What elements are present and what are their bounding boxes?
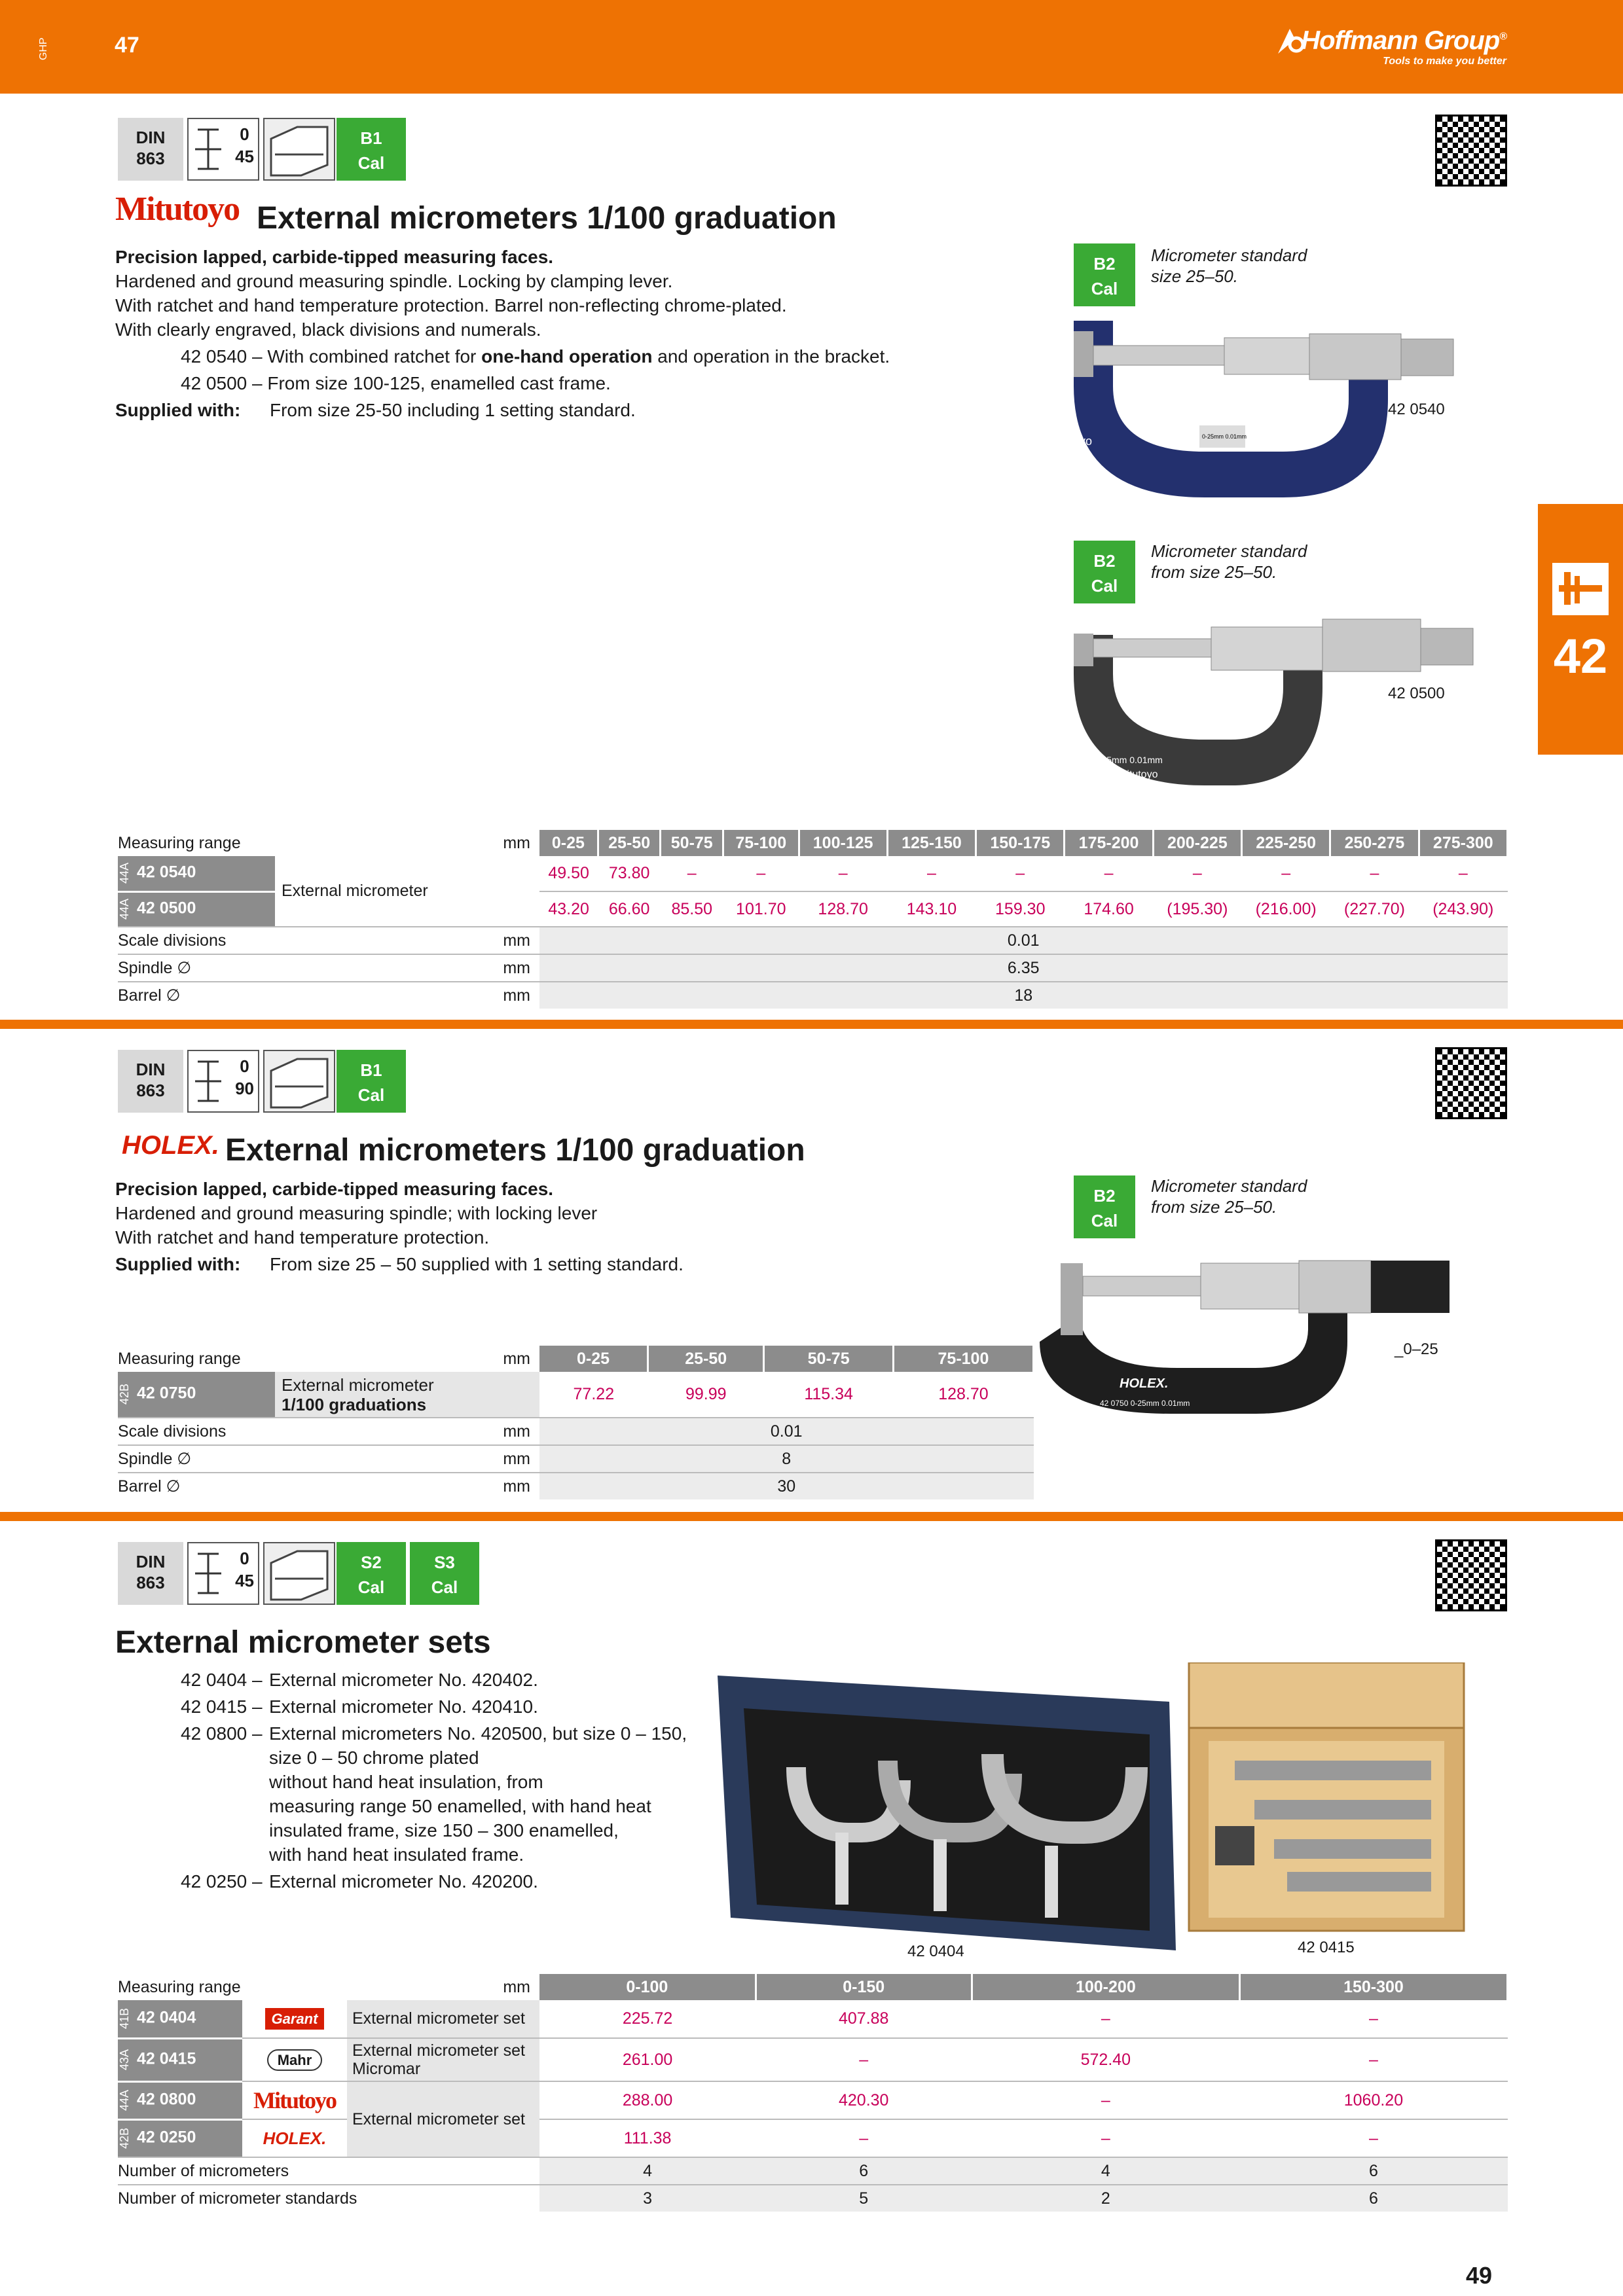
article-cell[interactable] bbox=[118, 2000, 242, 2038]
section2-description bbox=[115, 1177, 1032, 1276]
spec-value: 0.01 bbox=[539, 927, 1508, 954]
price-cell: 128.70 bbox=[818, 899, 868, 918]
price-cell: – bbox=[1281, 864, 1291, 882]
catalog-code: 41B bbox=[118, 2008, 131, 2030]
range-header: 50-75 bbox=[764, 1346, 894, 1372]
article-number[interactable]: 42 0250 bbox=[137, 2128, 196, 2147]
price-cell: – bbox=[1104, 864, 1114, 882]
price-cell: – bbox=[838, 864, 848, 882]
cal-badge-label: Cal bbox=[357, 1577, 385, 1597]
section1-line: With clearly engraved, black divisions and numerals. bbox=[115, 319, 541, 340]
catalog-code: 44A bbox=[118, 2089, 131, 2111]
pic3-article: _0–25 bbox=[1395, 1340, 1438, 1358]
section2-line: With ratchet and hand temperature protection. bbox=[115, 1227, 490, 1247]
spec-value: 3 bbox=[539, 2185, 756, 2212]
cal-badge-code: S2 bbox=[361, 1552, 382, 1572]
table-row[interactable] bbox=[118, 2038, 1508, 2081]
price-cell: (216.00) bbox=[1255, 899, 1317, 918]
spec-value: 4 bbox=[539, 2157, 756, 2185]
supplied-text: From size 25-50 including 1 setting standard. bbox=[270, 400, 636, 420]
article-number[interactable]: 42 0540 bbox=[137, 863, 196, 882]
pic2-article: 42 0500 bbox=[1388, 685, 1445, 702]
brand-cell bbox=[242, 2119, 347, 2157]
section2-title: External micrometers 1/100 graduation bbox=[225, 1133, 805, 1168]
range-header: 75-100 bbox=[723, 830, 799, 856]
table-row[interactable] bbox=[118, 2081, 1508, 2119]
pic1-note bbox=[1151, 245, 1307, 287]
price-cell: – bbox=[1368, 2009, 1378, 2028]
frame-label: 0-25mm 0.01mm bbox=[1093, 755, 1163, 765]
catalog-code: 43A bbox=[118, 2049, 131, 2071]
note-line: from size 25–50. bbox=[1151, 1197, 1277, 1217]
price-cell: 420.30 bbox=[839, 2090, 889, 2109]
frame-brand: Mitutoyo bbox=[1118, 769, 1158, 780]
section-divider bbox=[0, 1512, 1623, 1521]
section1-lead: Precision lapped, carbide-tipped measuring faces. bbox=[115, 247, 554, 267]
brand-holex: HOLEX. bbox=[122, 1131, 219, 1160]
cal-badge-label: Cal bbox=[357, 1085, 385, 1105]
din-number: 863 bbox=[136, 149, 165, 168]
note-line: Micrometer standard bbox=[1151, 541, 1307, 561]
chapter-tab[interactable] bbox=[1538, 504, 1623, 755]
catalog-code: 42B bbox=[118, 1384, 131, 1405]
brand-mitutoyo: Mitutoyo bbox=[253, 2087, 336, 2113]
cal-badge-label: Cal bbox=[431, 1577, 458, 1597]
cal-badge-code: B2 bbox=[1093, 551, 1116, 571]
range-header: 225-250 bbox=[1242, 830, 1330, 856]
cal-badge-b2 bbox=[1074, 243, 1135, 306]
price-cell: 85.50 bbox=[671, 899, 713, 918]
table-row[interactable] bbox=[118, 856, 1508, 891]
item-text: With combined ratchet for bbox=[267, 346, 482, 367]
spec-value: 18 bbox=[539, 982, 1508, 1009]
chapter-number: 42 bbox=[1553, 629, 1608, 683]
frame-label: 0-25mm 0.01mm bbox=[1202, 433, 1247, 440]
range-unit: mm bbox=[503, 833, 530, 852]
price-cell: – bbox=[1368, 2050, 1378, 2069]
side-code: GHP bbox=[38, 37, 49, 60]
range-unit: mm bbox=[503, 1977, 530, 1996]
item-text: and operation in the bracket. bbox=[652, 346, 890, 367]
section1-line: With ratchet and hand temperature protection. Barrel non-reflecting chrome-plated. bbox=[115, 295, 787, 315]
product-desc: External micrometer set bbox=[347, 2081, 539, 2157]
range-unit: mm bbox=[503, 1349, 530, 1368]
cal-badge-label: Cal bbox=[1091, 279, 1118, 298]
section2-lead: Precision lapped, carbide-tipped measuring faces. bbox=[115, 1179, 554, 1199]
din-number: 863 bbox=[136, 1081, 165, 1100]
angle-icon-3 bbox=[187, 1542, 259, 1605]
article-number[interactable]: 42 0500 bbox=[137, 899, 196, 918]
page-number-right: 49 bbox=[1465, 2262, 1492, 2289]
section1-title: External micrometers 1/100 graduation bbox=[257, 201, 837, 236]
angle-value-bottom: 45 bbox=[235, 147, 254, 166]
price-cell: – bbox=[1101, 2090, 1110, 2109]
anvil-icon bbox=[192, 126, 225, 173]
brand-cell bbox=[242, 2081, 347, 2119]
spec-unit: mm bbox=[503, 1449, 530, 1468]
desc-line: External micrometer set bbox=[352, 2041, 525, 2060]
case-icon-1 bbox=[263, 118, 335, 181]
range-header: 175-200 bbox=[1065, 830, 1153, 856]
price-cell: – bbox=[1368, 2128, 1378, 2147]
desc-line: Micromar bbox=[352, 2060, 421, 2078]
table-row[interactable] bbox=[118, 2000, 1508, 2038]
price-cell: 143.10 bbox=[906, 899, 957, 918]
spec-value: 6.35 bbox=[539, 954, 1508, 982]
logo-tagline: Tools to make you better bbox=[1383, 56, 1506, 67]
product-desc bbox=[347, 2038, 539, 2081]
cal-badge-b1 bbox=[337, 1050, 406, 1113]
price-cell: 73.80 bbox=[608, 864, 650, 882]
brand-garant: Garant bbox=[265, 2008, 325, 2030]
catalog-code: 42B bbox=[118, 2128, 131, 2149]
range-header: 150-300 bbox=[1239, 1974, 1507, 2000]
page-number-left: 47 bbox=[115, 33, 139, 58]
micrometer-420500-image bbox=[1034, 596, 1506, 812]
cal-badge-b1 bbox=[337, 118, 406, 181]
article-number[interactable]: 42 0404 bbox=[137, 2008, 196, 2027]
price-table-3 bbox=[118, 1974, 1508, 2212]
article-cell[interactable] bbox=[118, 2119, 242, 2157]
angle-value-top: 0 bbox=[240, 1056, 249, 1076]
spec-value: 4 bbox=[972, 2157, 1239, 2185]
spec-label: Spindle ∅ bbox=[118, 959, 192, 977]
spec-unit: mm bbox=[503, 931, 530, 950]
angle-icon-1 bbox=[187, 118, 259, 181]
price-cell: 174.60 bbox=[1084, 899, 1134, 918]
spec-label: Barrel ∅ bbox=[118, 986, 181, 1005]
cal-badge-code: S3 bbox=[434, 1552, 455, 1572]
range-header: 250-275 bbox=[1330, 830, 1419, 856]
spec-value: 6 bbox=[756, 2157, 972, 2185]
angle-value-bottom: 90 bbox=[235, 1079, 254, 1098]
range-header: 275-300 bbox=[1419, 830, 1507, 856]
spec-row bbox=[118, 2185, 1508, 2212]
cal-badge-b2 bbox=[1074, 1175, 1135, 1238]
anvil-icon bbox=[192, 1058, 225, 1105]
note-line: Micrometer standard bbox=[1151, 245, 1307, 265]
article-cell[interactable] bbox=[118, 856, 275, 891]
spec-unit: mm bbox=[503, 986, 530, 1005]
price-cell: 77.22 bbox=[573, 1385, 615, 1403]
cal-badge-code: B2 bbox=[1093, 254, 1116, 274]
price-cell: 111.38 bbox=[623, 2128, 672, 2147]
micrometer-case-icon bbox=[264, 119, 334, 179]
item-text: External micrometer No. 420410. bbox=[269, 1696, 538, 1717]
din-number: 863 bbox=[136, 1573, 165, 1592]
cal-badge-code: B1 bbox=[360, 1060, 382, 1080]
price-cell: – bbox=[687, 864, 697, 882]
frame-brand: HOLEX. bbox=[1120, 1376, 1169, 1391]
spec-label: Scale divisions bbox=[118, 931, 227, 950]
set-image-2-article: 42 0415 bbox=[1298, 1939, 1355, 1956]
price-cell: – bbox=[859, 2050, 869, 2069]
spec-unit: mm bbox=[503, 958, 530, 977]
spec-value: 5 bbox=[756, 2185, 972, 2212]
note-line: Micrometer standard bbox=[1151, 1176, 1307, 1196]
range-header: 100-200 bbox=[972, 1974, 1239, 2000]
item-text: From size 100-125, enamelled cast frame. bbox=[267, 373, 611, 393]
price-cell: – bbox=[1101, 2128, 1110, 2147]
pic3-note bbox=[1151, 1175, 1307, 1217]
set-image-1-article: 42 0404 bbox=[907, 1943, 964, 1960]
cal-badge-code: B2 bbox=[1093, 1186, 1116, 1206]
spec-value: 6 bbox=[1239, 2185, 1507, 2212]
section2-line: Hardened and ground measuring spindle; with locking lever bbox=[115, 1203, 598, 1223]
product-desc: External micrometer set bbox=[347, 2000, 539, 2038]
range-label: Measuring range bbox=[118, 1349, 241, 1368]
brand-cell bbox=[242, 2038, 347, 2081]
micrometer-case-icon bbox=[264, 1051, 334, 1111]
item-code: 42 0250 – bbox=[181, 1871, 263, 1892]
spec-row bbox=[118, 982, 1508, 1009]
spec-row bbox=[118, 2157, 1508, 2185]
section1-line: Hardened and ground measuring spindle. Locking by clamping lever. bbox=[115, 271, 673, 291]
item-text: External micrometers No. 420500, but size 0 – 150, bbox=[269, 1723, 687, 1744]
caliper-icon bbox=[1552, 563, 1609, 615]
price-table-2 bbox=[118, 1346, 1034, 1499]
spec-row bbox=[118, 954, 1508, 982]
supplied-text: From size 25 – 50 supplied with 1 setting standard. bbox=[270, 1254, 684, 1274]
desc-line: External micrometer bbox=[282, 1374, 434, 1395]
section-divider bbox=[0, 1020, 1623, 1029]
brand-mahr: Mahr bbox=[267, 2049, 323, 2071]
price-cell: – bbox=[756, 864, 766, 882]
price-table-1 bbox=[118, 830, 1508, 1009]
logo-reg: ® bbox=[1499, 31, 1506, 43]
range-header: 75-100 bbox=[893, 1346, 1033, 1372]
spec-label: Scale divisions bbox=[118, 1422, 227, 1441]
supplied-label: Supplied with: bbox=[115, 400, 241, 420]
catalog-code: 44A bbox=[118, 863, 131, 884]
range-label: Measuring range bbox=[118, 833, 241, 852]
section1-description bbox=[115, 245, 1032, 422]
price-cell: – bbox=[1192, 864, 1202, 882]
catalog-code: 44A bbox=[118, 899, 131, 920]
spec-row bbox=[118, 927, 1508, 954]
spec-value: 2 bbox=[972, 2185, 1239, 2212]
item-code: 42 0404 – bbox=[181, 1670, 263, 1690]
range-header: 0-150 bbox=[756, 1974, 972, 2000]
supplied-label: Supplied with: bbox=[115, 1254, 241, 1274]
spec-row bbox=[118, 1418, 1034, 1445]
hoffmann-logo[interactable] bbox=[1301, 26, 1506, 67]
item-code: 42 0540 – bbox=[181, 346, 263, 367]
spec-row bbox=[118, 1445, 1034, 1473]
angle-value-top: 0 bbox=[240, 124, 249, 144]
item-code: 42 0415 – bbox=[181, 1696, 263, 1717]
price-cell: 572.40 bbox=[1080, 2050, 1131, 2069]
cal-badge-s2 bbox=[337, 1542, 406, 1605]
product-desc: External micrometer bbox=[282, 882, 428, 900]
range-header: 25-50 bbox=[648, 1346, 764, 1372]
range-header: 100-125 bbox=[799, 830, 887, 856]
item-text: without hand heat insulation, from bbox=[269, 1772, 543, 1792]
range-header: 0-25 bbox=[539, 1346, 648, 1372]
spec-label: Number of micrometer standards bbox=[118, 2189, 357, 2208]
spec-unit: mm bbox=[503, 1477, 530, 1496]
article-number[interactable]: 42 0800 bbox=[137, 2090, 196, 2109]
cal-badge-label: Cal bbox=[357, 153, 385, 173]
qr-code-2[interactable] bbox=[1435, 1047, 1507, 1119]
din-badge-2 bbox=[118, 1050, 183, 1113]
article-number[interactable]: 42 0415 bbox=[137, 2049, 196, 2068]
case-icon-2 bbox=[263, 1050, 335, 1113]
logo-title: Hoffmann Group bbox=[1301, 26, 1500, 55]
cal-badge-code: B1 bbox=[360, 128, 382, 148]
cal-badge-label: Cal bbox=[1091, 576, 1118, 596]
table-row[interactable] bbox=[118, 1372, 1034, 1418]
product-desc bbox=[275, 1372, 539, 1418]
price-cell: – bbox=[1458, 864, 1468, 882]
price-cell: 1060.20 bbox=[1343, 2090, 1404, 2109]
note-line: from size 25–50. bbox=[1151, 562, 1277, 582]
range-label: Measuring range bbox=[118, 1977, 241, 1996]
price-cell: 43.20 bbox=[548, 899, 589, 918]
item-text: size 0 – 50 chrome plated bbox=[269, 1748, 479, 1768]
price-cell: – bbox=[1101, 2009, 1110, 2028]
price-cell: – bbox=[927, 864, 936, 882]
price-cell: 225.72 bbox=[622, 2009, 673, 2028]
range-header: 125-150 bbox=[887, 830, 976, 856]
price-cell: 101.70 bbox=[736, 899, 786, 918]
item-code: 42 0500 – bbox=[181, 373, 263, 393]
price-cell: (243.90) bbox=[1432, 899, 1494, 918]
range-header: 150-175 bbox=[976, 830, 1065, 856]
spec-value: 6 bbox=[1239, 2157, 1507, 2185]
spec-value: 30 bbox=[539, 1473, 1034, 1499]
micrometer-set-420415-image bbox=[1182, 1662, 1470, 1937]
spec-label: Spindle ∅ bbox=[118, 1450, 192, 1468]
section3-title: External micrometer sets bbox=[115, 1625, 491, 1660]
qr-code-1[interactable] bbox=[1435, 115, 1507, 187]
brand-mitutoyo: Mitutoyo bbox=[115, 190, 240, 228]
price-cell: (195.30) bbox=[1167, 899, 1228, 918]
brand-cell bbox=[242, 2000, 347, 2038]
item-text: with hand heat insulated frame. bbox=[269, 1844, 524, 1865]
range-header: 25-50 bbox=[598, 830, 661, 856]
article-cell[interactable] bbox=[118, 2081, 242, 2119]
section3-description bbox=[181, 1668, 718, 1893]
din-badge-1 bbox=[118, 118, 183, 181]
spec-value: 8 bbox=[539, 1445, 1034, 1473]
price-cell: 261.00 bbox=[622, 2050, 673, 2069]
item-code: 42 0800 – bbox=[181, 1723, 263, 1744]
price-cell: 99.99 bbox=[685, 1385, 727, 1403]
anvil-icon bbox=[192, 1550, 225, 1597]
spec-row bbox=[118, 1473, 1034, 1499]
price-cell: 288.00 bbox=[622, 2090, 673, 2109]
cal-badge-label: Cal bbox=[1091, 1211, 1118, 1230]
item-text: External micrometer No. 420200. bbox=[269, 1871, 538, 1892]
angle-value-top: 0 bbox=[240, 1549, 249, 1568]
pic1-article: 42 0540 bbox=[1388, 401, 1445, 418]
article-number[interactable]: 42 0750 bbox=[137, 1384, 196, 1403]
angle-icon-2 bbox=[187, 1050, 259, 1113]
article-cell[interactable] bbox=[118, 2038, 242, 2081]
table-row[interactable] bbox=[118, 2119, 1508, 2157]
price-cell: – bbox=[859, 2128, 869, 2147]
micrometer-set-420404-image bbox=[718, 1669, 1176, 1957]
din-label: DIN bbox=[136, 1552, 166, 1571]
frame-label: 42 0750 0-25mm 0.01mm bbox=[1100, 1399, 1190, 1408]
brand-holex: HOLEX. bbox=[263, 2128, 327, 2148]
din-label: DIN bbox=[136, 128, 166, 147]
price-cell: – bbox=[1015, 864, 1025, 882]
cal-badge-s3 bbox=[410, 1542, 479, 1605]
article-cell[interactable] bbox=[118, 1372, 275, 1418]
item-text-bold: one-hand operation bbox=[481, 346, 653, 367]
micrometer-420750-image bbox=[1034, 1250, 1506, 1420]
spec-label: Number of micrometers bbox=[118, 2161, 289, 2180]
spec-value: 0.01 bbox=[539, 1418, 1034, 1445]
price-cell: 66.60 bbox=[608, 899, 650, 918]
desc-line: 1/100 graduations bbox=[282, 1394, 427, 1414]
range-header: 200-225 bbox=[1153, 830, 1241, 856]
item-text: measuring range 50 enamelled, with hand heat bbox=[269, 1796, 651, 1816]
note-line: size 25–50. bbox=[1151, 266, 1238, 286]
din-badge-3 bbox=[118, 1542, 183, 1605]
item-text: External micrometer No. 420402. bbox=[269, 1670, 538, 1690]
micrometer-case-icon bbox=[264, 1543, 334, 1604]
price-cell: 115.34 bbox=[804, 1385, 853, 1403]
price-cell: 407.88 bbox=[839, 2009, 889, 2028]
range-header: 0-100 bbox=[539, 1974, 756, 2000]
price-cell: 49.50 bbox=[548, 864, 589, 882]
pic2-note bbox=[1151, 541, 1307, 583]
item-text: insulated frame, size 150 – 300 enamelled, bbox=[269, 1820, 619, 1840]
cal-badge-b2 bbox=[1074, 541, 1135, 603]
spec-unit: mm bbox=[503, 1422, 530, 1441]
angle-value-bottom: 45 bbox=[235, 1571, 254, 1590]
article-cell[interactable] bbox=[118, 891, 275, 927]
case-icon-3 bbox=[263, 1542, 335, 1605]
price-cell: 159.30 bbox=[995, 899, 1046, 918]
price-cell: (227.70) bbox=[1343, 899, 1405, 918]
range-header: 50-75 bbox=[661, 830, 723, 856]
price-cell: – bbox=[1370, 864, 1379, 882]
frame-brand: Mitutoyo bbox=[1048, 435, 1093, 448]
qr-code-3[interactable] bbox=[1435, 1539, 1507, 1611]
din-label: DIN bbox=[136, 1060, 166, 1079]
price-cell: 128.70 bbox=[938, 1385, 989, 1403]
range-header: 0-25 bbox=[539, 830, 598, 856]
spec-label: Barrel ∅ bbox=[118, 1477, 181, 1496]
